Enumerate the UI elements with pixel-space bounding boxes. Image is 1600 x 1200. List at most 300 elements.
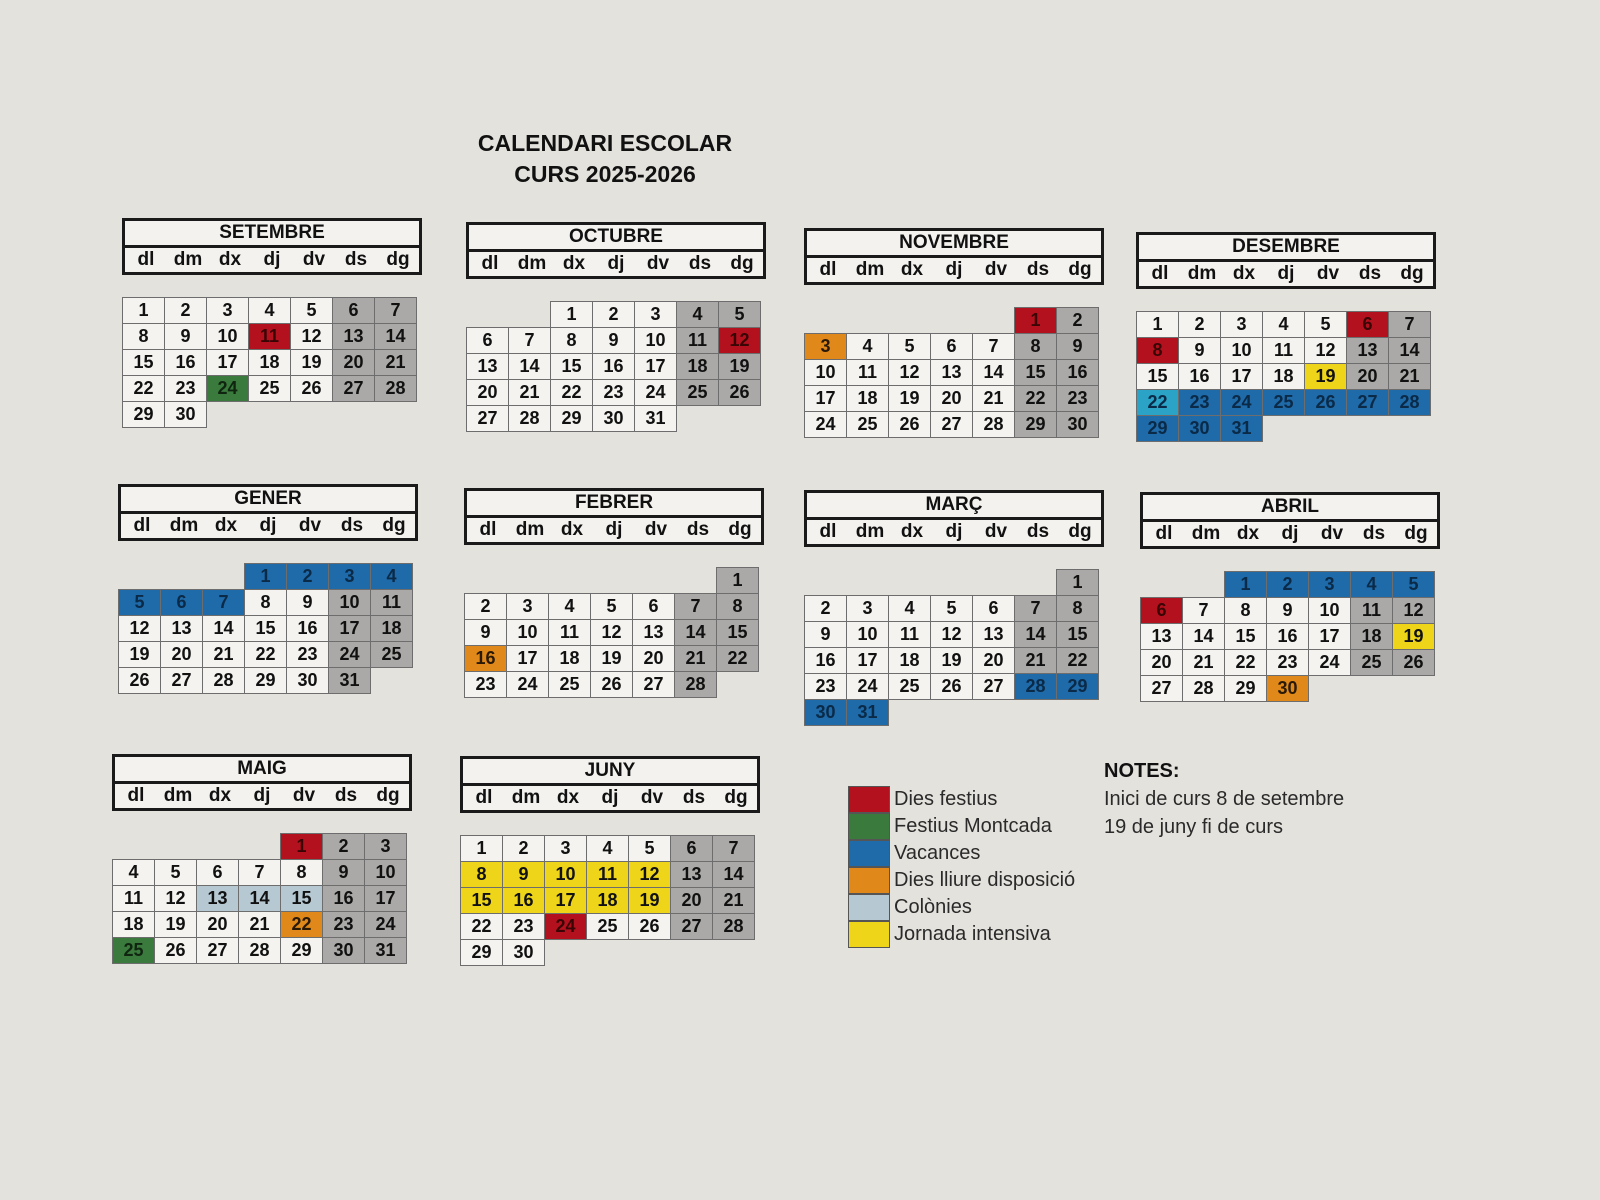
day-cell: 22 xyxy=(1224,649,1267,676)
day-cell: 25 xyxy=(888,673,931,700)
day-cell: 8 xyxy=(122,323,165,350)
day-cell: 6 xyxy=(196,859,239,886)
day-grid xyxy=(112,833,412,963)
day-cell: 1 xyxy=(716,567,759,594)
day-cell: 26 xyxy=(154,937,197,964)
day-cell: 26 xyxy=(1392,649,1435,676)
day-cell: 17 xyxy=(1308,623,1351,650)
weekday-label: dg xyxy=(382,515,406,536)
day-cell: 1 xyxy=(550,301,593,328)
day-cell: 17 xyxy=(506,645,549,672)
weekday-label: dl xyxy=(133,515,151,536)
day-cell: 3 xyxy=(846,595,889,622)
day-cell: 10 xyxy=(804,359,847,386)
day-cell: 14 xyxy=(508,353,551,380)
day-cell: 8 xyxy=(1224,597,1267,624)
day-cell: 20 xyxy=(930,385,973,412)
month-9 xyxy=(460,756,760,965)
day-cell: 28 xyxy=(674,671,717,698)
day-cell: 24 xyxy=(1220,389,1263,416)
weekday-label: ds xyxy=(686,519,710,540)
month-name: FEBRER xyxy=(467,491,761,518)
day-cell: 30 xyxy=(1056,411,1099,438)
empty-cell xyxy=(160,563,203,590)
day-cell: 3 xyxy=(364,833,407,860)
day-cell: 27 xyxy=(1140,675,1183,702)
legend-label: Jornada intensiva xyxy=(894,923,1051,945)
day-cell: 21 xyxy=(508,379,551,406)
day-cell: 12 xyxy=(1304,337,1347,364)
empty-cell xyxy=(888,569,931,596)
empty-cell xyxy=(674,567,717,594)
day-cell: 29 xyxy=(550,405,593,432)
month-name: NOVEMBRE xyxy=(807,231,1101,258)
day-cell: 19 xyxy=(290,349,333,376)
day-cell: 29 xyxy=(1136,415,1179,442)
weekday-row xyxy=(463,786,757,810)
day-cell: 23 xyxy=(464,671,507,698)
day-cell: 13 xyxy=(670,861,713,888)
day-cell: 4 xyxy=(370,563,413,590)
month-name: MAIG xyxy=(115,757,409,784)
day-cell: 13 xyxy=(466,353,509,380)
day-cell: 10 xyxy=(328,589,371,616)
day-cell: 5 xyxy=(930,595,973,622)
weekday-label: dm xyxy=(163,785,193,806)
legend-label: Colònies xyxy=(894,896,972,918)
day-cell: 17 xyxy=(634,353,677,380)
day-cell: 27 xyxy=(160,667,203,694)
day-cell: 29 xyxy=(1224,675,1267,702)
day-cell: 12 xyxy=(590,619,633,646)
day-cell: 14 xyxy=(972,359,1015,386)
day-cell: 25 xyxy=(1262,389,1305,416)
day-cell: 17 xyxy=(328,615,371,642)
day-cell: 25 xyxy=(548,671,591,698)
day-cell: 15 xyxy=(460,887,503,914)
weekday-label: dl xyxy=(137,249,155,270)
day-cell: 15 xyxy=(716,619,759,646)
day-cell: 23 xyxy=(1266,649,1309,676)
weekday-label: ds xyxy=(1026,521,1050,542)
day-cell: 5 xyxy=(154,859,197,886)
day-cell: 23 xyxy=(286,641,329,668)
day-cell: 18 xyxy=(846,385,889,412)
day-cell: 6 xyxy=(972,595,1015,622)
empty-cell xyxy=(466,301,509,328)
day-grid xyxy=(1136,311,1436,441)
day-cell: 5 xyxy=(290,297,333,324)
month-name: ABRIL xyxy=(1143,495,1437,522)
day-cell: 19 xyxy=(118,641,161,668)
empty-cell xyxy=(196,833,239,860)
day-cell: 8 xyxy=(550,327,593,354)
day-grid xyxy=(1140,571,1440,701)
day-cell: 28 xyxy=(712,913,755,940)
day-cell: 26 xyxy=(888,411,931,438)
day-cell: 19 xyxy=(888,385,931,412)
day-cell: 24 xyxy=(804,411,847,438)
day-cell: 25 xyxy=(1350,649,1393,676)
day-cell: 10 xyxy=(1308,597,1351,624)
legend-item xyxy=(848,894,1075,921)
day-cell: 6 xyxy=(670,835,713,862)
day-cell: 24 xyxy=(1308,649,1351,676)
weekday-label: dj xyxy=(605,519,623,540)
day-cell: 12 xyxy=(154,885,197,912)
day-cell: 6 xyxy=(1346,311,1389,338)
day-cell: 1 xyxy=(122,297,165,324)
day-cell: 20 xyxy=(332,349,375,376)
empty-cell xyxy=(464,567,507,594)
day-cell: 6 xyxy=(332,297,375,324)
day-cell: 29 xyxy=(122,401,165,428)
day-cell: 22 xyxy=(122,375,165,402)
month-name: MARÇ xyxy=(807,493,1101,520)
weekday-label: dj xyxy=(1281,523,1299,544)
weekday-label: dm xyxy=(169,515,199,536)
day-cell: 18 xyxy=(586,887,629,914)
weekday-row xyxy=(115,784,409,808)
weekday-row xyxy=(125,248,419,272)
day-cell: 26 xyxy=(590,671,633,698)
day-cell: 8 xyxy=(280,859,323,886)
day-cell: 30 xyxy=(322,937,365,964)
weekday-label: dl xyxy=(481,253,499,274)
day-grid xyxy=(460,835,760,965)
weekday-row xyxy=(121,514,415,538)
month-4 xyxy=(118,484,418,693)
weekday-label: ds xyxy=(1026,259,1050,280)
day-cell: 21 xyxy=(972,385,1015,412)
day-cell: 21 xyxy=(1388,363,1431,390)
day-cell: 9 xyxy=(502,861,545,888)
day-cell: 2 xyxy=(286,563,329,590)
weekday-label: dl xyxy=(479,519,497,540)
day-cell: 15 xyxy=(1056,621,1099,648)
weekday-label: dv xyxy=(298,515,322,536)
day-cell: 18 xyxy=(112,911,155,938)
weekday-label: dj xyxy=(601,787,619,808)
weekday-label: dv xyxy=(984,259,1008,280)
month-name: JUNY xyxy=(463,759,757,786)
day-cell: 11 xyxy=(888,621,931,648)
day-cell: 26 xyxy=(628,913,671,940)
day-cell: 21 xyxy=(374,349,417,376)
day-cell: 25 xyxy=(586,913,629,940)
notes xyxy=(1104,757,1344,841)
day-cell: 14 xyxy=(712,861,755,888)
weekday-label: dv xyxy=(302,249,326,270)
weekday-label: dx xyxy=(1232,263,1256,284)
day-cell: 30 xyxy=(592,405,635,432)
day-cell: 9 xyxy=(164,323,207,350)
day-cell: 4 xyxy=(248,297,291,324)
day-cell: 23 xyxy=(804,673,847,700)
legend-swatch xyxy=(848,840,890,867)
weekday-label: dg xyxy=(376,785,400,806)
weekday-label: dm xyxy=(1187,263,1217,284)
day-cell: 18 xyxy=(888,647,931,674)
day-cell: 7 xyxy=(712,835,755,862)
day-cell: 6 xyxy=(1140,597,1183,624)
day-cell: 1 xyxy=(280,833,323,860)
day-cell: 28 xyxy=(508,405,551,432)
empty-cell xyxy=(972,307,1015,334)
day-cell: 2 xyxy=(592,301,635,328)
day-cell: 13 xyxy=(972,621,1015,648)
weekday-row xyxy=(807,520,1101,544)
weekday-label: dg xyxy=(1068,521,1092,542)
weekday-row xyxy=(1139,262,1433,286)
day-cell: 13 xyxy=(332,323,375,350)
month-header xyxy=(464,488,764,545)
day-cell: 2 xyxy=(322,833,365,860)
day-cell: 31 xyxy=(846,699,889,726)
day-cell: 9 xyxy=(464,619,507,646)
day-cell: 17 xyxy=(364,885,407,912)
day-cell: 2 xyxy=(502,835,545,862)
day-cell: 21 xyxy=(1014,647,1057,674)
day-cell: 16 xyxy=(1178,363,1221,390)
weekday-label: dl xyxy=(127,785,145,806)
day-cell: 10 xyxy=(544,861,587,888)
day-cell: 16 xyxy=(322,885,365,912)
weekday-label: dj xyxy=(945,521,963,542)
day-cell: 16 xyxy=(164,349,207,376)
day-cell: 25 xyxy=(846,411,889,438)
day-cell: 15 xyxy=(1224,623,1267,650)
day-cell: 27 xyxy=(632,671,675,698)
day-cell: 6 xyxy=(930,333,973,360)
day-cell: 2 xyxy=(1056,307,1099,334)
day-cell: 14 xyxy=(674,619,717,646)
weekday-label: dj xyxy=(607,253,625,274)
day-cell: 17 xyxy=(206,349,249,376)
day-cell: 8 xyxy=(1136,337,1179,364)
day-cell: 14 xyxy=(374,323,417,350)
day-cell: 17 xyxy=(1220,363,1263,390)
day-cell: 13 xyxy=(930,359,973,386)
day-cell: 30 xyxy=(286,667,329,694)
day-grid xyxy=(804,569,1104,725)
weekday-label: dm xyxy=(517,253,547,274)
day-cell: 11 xyxy=(370,589,413,616)
day-cell: 3 xyxy=(1220,311,1263,338)
notes-line-1: Inici de curs 8 de setembre xyxy=(1104,788,1345,810)
day-cell: 14 xyxy=(202,615,245,642)
day-cell: 24 xyxy=(364,911,407,938)
day-cell: 14 xyxy=(238,885,281,912)
day-cell: 19 xyxy=(930,647,973,674)
day-cell: 18 xyxy=(548,645,591,672)
title-line-2: CURS 2025-2026 xyxy=(514,161,696,187)
day-cell: 24 xyxy=(506,671,549,698)
day-cell: 11 xyxy=(548,619,591,646)
day-cell: 19 xyxy=(154,911,197,938)
day-cell: 3 xyxy=(544,835,587,862)
weekday-row xyxy=(467,518,761,542)
empty-cell xyxy=(846,307,889,334)
day-cell: 25 xyxy=(676,379,719,406)
weekday-label: dg xyxy=(386,249,410,270)
legend-swatch xyxy=(848,921,890,948)
day-cell: 7 xyxy=(1014,595,1057,622)
day-cell: 19 xyxy=(718,353,761,380)
weekday-label: dx xyxy=(562,253,586,274)
month-header xyxy=(112,754,412,811)
month-3 xyxy=(1136,232,1436,441)
day-cell: 8 xyxy=(1014,333,1057,360)
day-cell: 4 xyxy=(1350,571,1393,598)
empty-cell xyxy=(846,569,889,596)
day-cell: 16 xyxy=(502,887,545,914)
day-cell: 26 xyxy=(930,673,973,700)
day-cell: 13 xyxy=(1346,337,1389,364)
day-cell: 16 xyxy=(592,353,635,380)
weekday-label: dm xyxy=(511,787,541,808)
day-cell: 5 xyxy=(888,333,931,360)
day-cell: 16 xyxy=(1266,623,1309,650)
month-1 xyxy=(466,222,766,431)
day-cell: 11 xyxy=(1350,597,1393,624)
weekday-label: dg xyxy=(730,253,754,274)
day-cell: 26 xyxy=(118,667,161,694)
day-cell: 7 xyxy=(1182,597,1225,624)
day-cell: 16 xyxy=(804,647,847,674)
day-cell: 18 xyxy=(676,353,719,380)
day-cell: 19 xyxy=(1392,623,1435,650)
weekday-label: dv xyxy=(644,519,668,540)
weekday-label: dx xyxy=(214,515,238,536)
day-cell: 16 xyxy=(286,615,329,642)
day-cell: 11 xyxy=(846,359,889,386)
day-cell: 28 xyxy=(972,411,1015,438)
day-grid xyxy=(118,563,418,693)
month-name: OCTUBRE xyxy=(469,225,763,252)
day-cell: 28 xyxy=(1014,673,1057,700)
month-2 xyxy=(804,228,1104,437)
day-cell: 22 xyxy=(460,913,503,940)
weekday-label: dx xyxy=(900,521,924,542)
day-cell: 15 xyxy=(1014,359,1057,386)
day-cell: 12 xyxy=(118,615,161,642)
day-cell: 3 xyxy=(1308,571,1351,598)
day-cell: 2 xyxy=(1266,571,1309,598)
day-cell: 4 xyxy=(676,301,719,328)
empty-cell xyxy=(202,563,245,590)
legend-label: Dies festius xyxy=(894,788,998,810)
day-cell: 4 xyxy=(846,333,889,360)
day-cell: 13 xyxy=(1140,623,1183,650)
day-cell: 3 xyxy=(206,297,249,324)
weekday-label: dv xyxy=(984,521,1008,542)
day-cell: 21 xyxy=(202,641,245,668)
day-cell: 5 xyxy=(118,589,161,616)
day-cell: 14 xyxy=(1014,621,1057,648)
day-cell: 20 xyxy=(160,641,203,668)
day-cell: 18 xyxy=(248,349,291,376)
weekday-label: dg xyxy=(1400,263,1424,284)
day-cell: 27 xyxy=(332,375,375,402)
day-cell: 23 xyxy=(164,375,207,402)
day-cell: 14 xyxy=(1182,623,1225,650)
day-cell: 19 xyxy=(628,887,671,914)
weekday-label: dx xyxy=(560,519,584,540)
month-header xyxy=(804,490,1104,547)
day-cell: 5 xyxy=(1304,311,1347,338)
weekday-label: dl xyxy=(1155,523,1173,544)
day-cell: 26 xyxy=(718,379,761,406)
day-cell: 9 xyxy=(322,859,365,886)
day-cell: 29 xyxy=(244,667,287,694)
day-cell: 20 xyxy=(196,911,239,938)
weekday-row xyxy=(1143,522,1437,546)
day-cell: 9 xyxy=(804,621,847,648)
day-cell: 11 xyxy=(1262,337,1305,364)
weekday-label: ds xyxy=(1362,523,1386,544)
weekday-label: ds xyxy=(688,253,712,274)
weekday-label: dv xyxy=(292,785,316,806)
weekday-label: dx xyxy=(556,787,580,808)
day-grid xyxy=(464,567,764,697)
day-grid xyxy=(466,301,766,431)
weekday-label: dg xyxy=(1068,259,1092,280)
weekday-label: dl xyxy=(1151,263,1169,284)
day-cell: 15 xyxy=(280,885,323,912)
day-cell: 2 xyxy=(464,593,507,620)
empty-cell xyxy=(1182,571,1225,598)
day-cell: 14 xyxy=(1388,337,1431,364)
day-cell: 6 xyxy=(632,593,675,620)
day-cell: 3 xyxy=(328,563,371,590)
month-8 xyxy=(112,754,412,963)
day-cell: 26 xyxy=(290,375,333,402)
day-cell: 7 xyxy=(202,589,245,616)
day-cell: 27 xyxy=(972,673,1015,700)
weekday-label: dm xyxy=(173,249,203,270)
day-cell: 27 xyxy=(670,913,713,940)
weekday-label: dx xyxy=(1236,523,1260,544)
legend-item xyxy=(848,921,1075,948)
empty-cell xyxy=(112,833,155,860)
month-name: SETEMBRE xyxy=(125,221,419,248)
day-cell: 5 xyxy=(718,301,761,328)
weekday-label: dv xyxy=(640,787,664,808)
day-cell: 2 xyxy=(804,595,847,622)
day-cell: 9 xyxy=(1178,337,1221,364)
empty-cell xyxy=(632,567,675,594)
month-name: DESEMBRE xyxy=(1139,235,1433,262)
day-cell: 7 xyxy=(374,297,417,324)
day-cell: 11 xyxy=(112,885,155,912)
weekday-label: dl xyxy=(475,787,493,808)
day-cell: 20 xyxy=(632,645,675,672)
day-cell: 13 xyxy=(160,615,203,642)
day-cell: 11 xyxy=(676,327,719,354)
day-cell: 8 xyxy=(244,589,287,616)
weekday-label: ds xyxy=(334,785,358,806)
day-cell: 11 xyxy=(586,861,629,888)
day-cell: 11 xyxy=(248,323,291,350)
month-6 xyxy=(804,490,1104,725)
weekday-label: dm xyxy=(855,521,885,542)
weekday-label: dj xyxy=(253,785,271,806)
day-cell: 30 xyxy=(1178,415,1221,442)
day-cell: 30 xyxy=(804,699,847,726)
day-cell: 29 xyxy=(460,939,503,966)
empty-cell xyxy=(804,569,847,596)
